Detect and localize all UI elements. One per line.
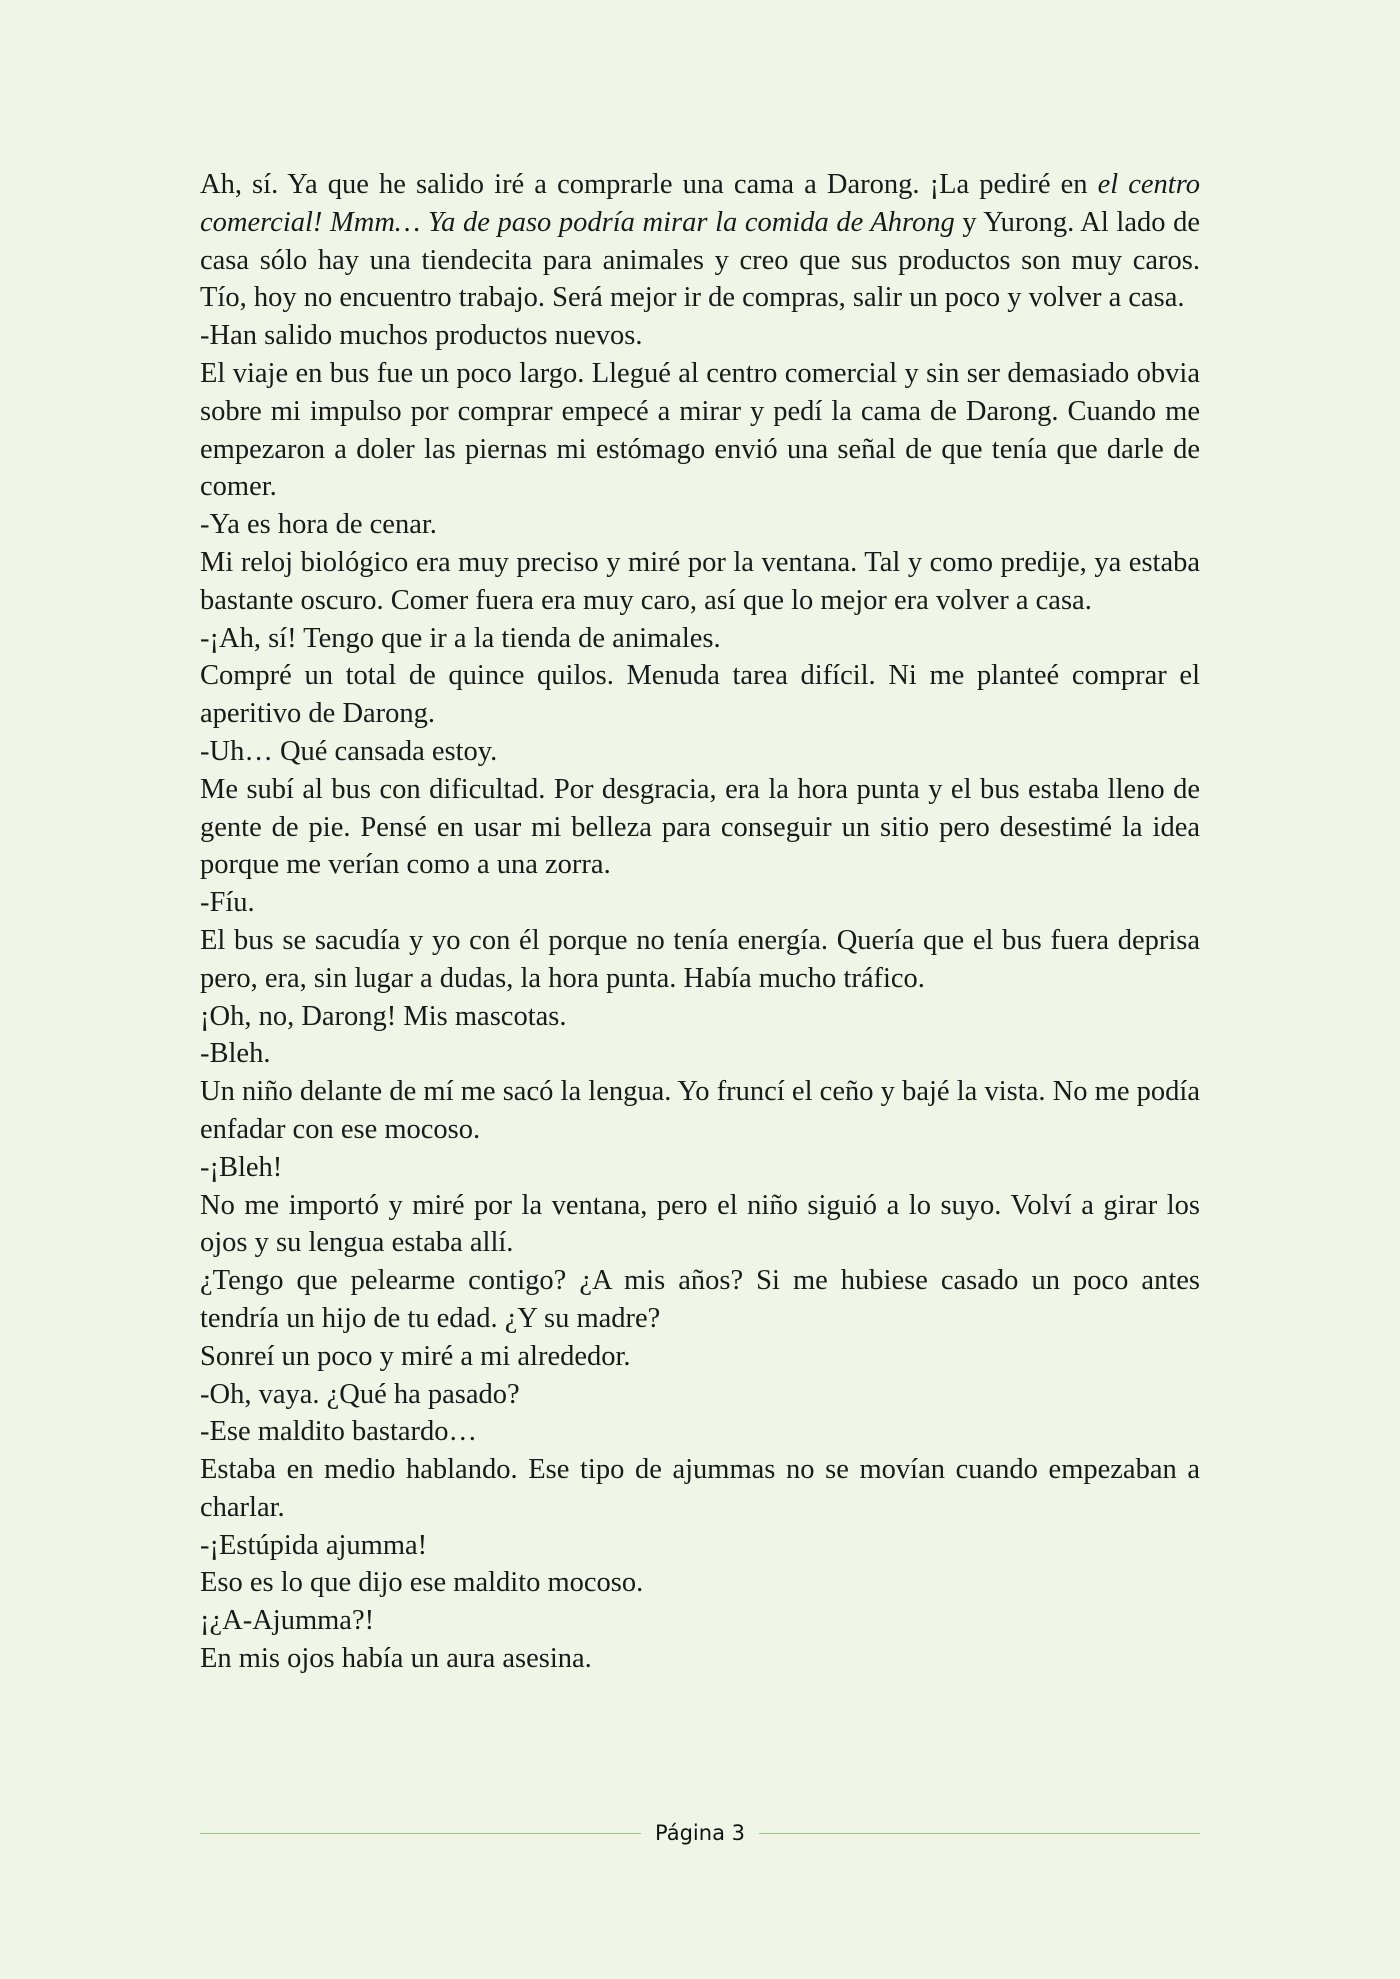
text-segment: -Bleh. xyxy=(200,1038,271,1070)
paragraph xyxy=(200,544,1200,620)
footer-rule-right xyxy=(759,1833,1200,1834)
body-text xyxy=(200,166,1200,1678)
paragraph xyxy=(200,1262,1200,1338)
text-segment: Mi reloj biológico era muy preciso y miré por la ventana. Tal y como predije, ya estaba bastante oscuro. Comer fuera era muy caro, así que lo mejor era volver a casa. xyxy=(200,546,1200,616)
paragraph xyxy=(200,1640,1200,1678)
text-segment: y Yurong. Al lado de casa sólo hay una tiendecita para animales y creo que sus productos son muy caros. Tío, hoy no encuentro trabajo. Será mejor ir de compras, salir un poco y volver a casa. xyxy=(200,206,1200,314)
paragraph xyxy=(200,166,1200,317)
text-segment: -Han salido muchos productos nuevos. xyxy=(200,320,643,352)
text-segment: Eso es lo que dijo ese maldito mocoso. xyxy=(200,1567,644,1599)
paragraph xyxy=(200,733,1200,771)
text-segment: Compré un total de quince quilos. Menuda tarea difícil. Ni me planteé comprar el aperitivo de Darong. xyxy=(200,660,1200,730)
text-segment: El viaje en bus fue un poco largo. Llegué al centro comercial y sin ser demasiado obvia sobre mi impulso por comprar empecé a mirar y pedí la cama de Darong. Cuando me empezaron a doler las piernas mi estómago envió una señal de que tenía que darle de comer. xyxy=(200,357,1200,503)
paragraph xyxy=(200,1602,1200,1640)
paragraph xyxy=(200,884,1200,922)
text-segment: -Ya es hora de cenar. xyxy=(200,509,437,541)
paragraph xyxy=(200,922,1200,998)
text-segment: No me importó y miré por la ventana, pero el niño siguió a lo suyo. Volví a girar los ojos y su lengua estaba allí. xyxy=(200,1189,1200,1259)
paragraph xyxy=(200,1338,1200,1376)
paragraph xyxy=(200,620,1200,658)
text-segment: Ah, sí. Ya que he salido iré a comprarle una cama a Darong. ¡La pediré en xyxy=(200,169,1098,200)
footer-rule-left xyxy=(200,1833,641,1834)
text-segment: -Uh… Qué cansada estoy. xyxy=(200,735,498,767)
page-footer xyxy=(200,1815,1200,1851)
text-segment: -Oh, vaya. ¿Qué ha pasado? xyxy=(200,1378,520,1410)
text-segment: Me subí al bus con dificultad. Por desgracia, era la hora punta y el bus estaba lleno de gente de pie. Pensé en usar mi belleza para conseguir un sitio pero desestimé la idea porque me verían como a una zorra. xyxy=(200,773,1200,881)
paragraph xyxy=(200,1413,1200,1451)
paragraph xyxy=(200,1035,1200,1073)
paragraph xyxy=(200,1451,1200,1527)
paragraph xyxy=(200,1376,1200,1414)
paragraph xyxy=(200,506,1200,544)
paragraph xyxy=(200,1564,1200,1602)
text-segment: En mis ojos había un aura asesina. xyxy=(200,1643,592,1675)
paragraph xyxy=(200,1149,1200,1187)
paragraph xyxy=(200,355,1200,506)
text-segment: -Fíu. xyxy=(200,887,255,919)
text-segment: El bus se sacudía y yo con él porque no tenía energía. Quería que el bus fuera deprisa pero, era, sin lugar a dudas, la hora punta. Había mucho tráfico. xyxy=(200,924,1200,994)
text-segment: ¡¿A-Ajumma?! xyxy=(200,1605,375,1637)
text-segment: ¿Tengo que pelearme contigo? ¿A mis años? Si me hubiese casado un poco antes tendría un hijo de tu edad. ¿Y su madre? xyxy=(200,1265,1200,1334)
paragraph xyxy=(200,657,1200,733)
paragraph xyxy=(200,1073,1200,1149)
text-segment: -¡Estúpida ajumma! xyxy=(200,1529,428,1561)
page-number: Página 3 xyxy=(655,1821,745,1845)
text-segment: -¡Bleh! xyxy=(200,1151,283,1183)
text-segment: -Ese maldito bastardo… xyxy=(200,1416,478,1448)
paragraph xyxy=(200,998,1200,1036)
paragraph xyxy=(200,1527,1200,1565)
text-segment: ¡Oh, no, Darong! Mis mascotas. xyxy=(200,1000,567,1032)
text-segment: -¡Ah, sí! Tengo que ir a la tienda de animales. xyxy=(200,622,721,654)
text-segment: Sonreí un poco y miré a mi alrededor. xyxy=(200,1340,631,1372)
text-segment: Un niño delante de mí me sacó la lengua. Yo fruncí el ceño y bajé la vista. No me podía enfadar con ese mocoso. xyxy=(200,1076,1200,1145)
paragraph xyxy=(200,1187,1200,1263)
italic-text-segment: el centro comercial! Mmm… Ya de paso podría mirar la comida de Ahrong xyxy=(200,169,1200,238)
paragraph xyxy=(200,771,1200,884)
text-segment: Estaba en medio hablando. Ese tipo de ajummas no se movían cuando empezaban a charlar. xyxy=(200,1454,1200,1523)
paragraph xyxy=(200,317,1200,355)
